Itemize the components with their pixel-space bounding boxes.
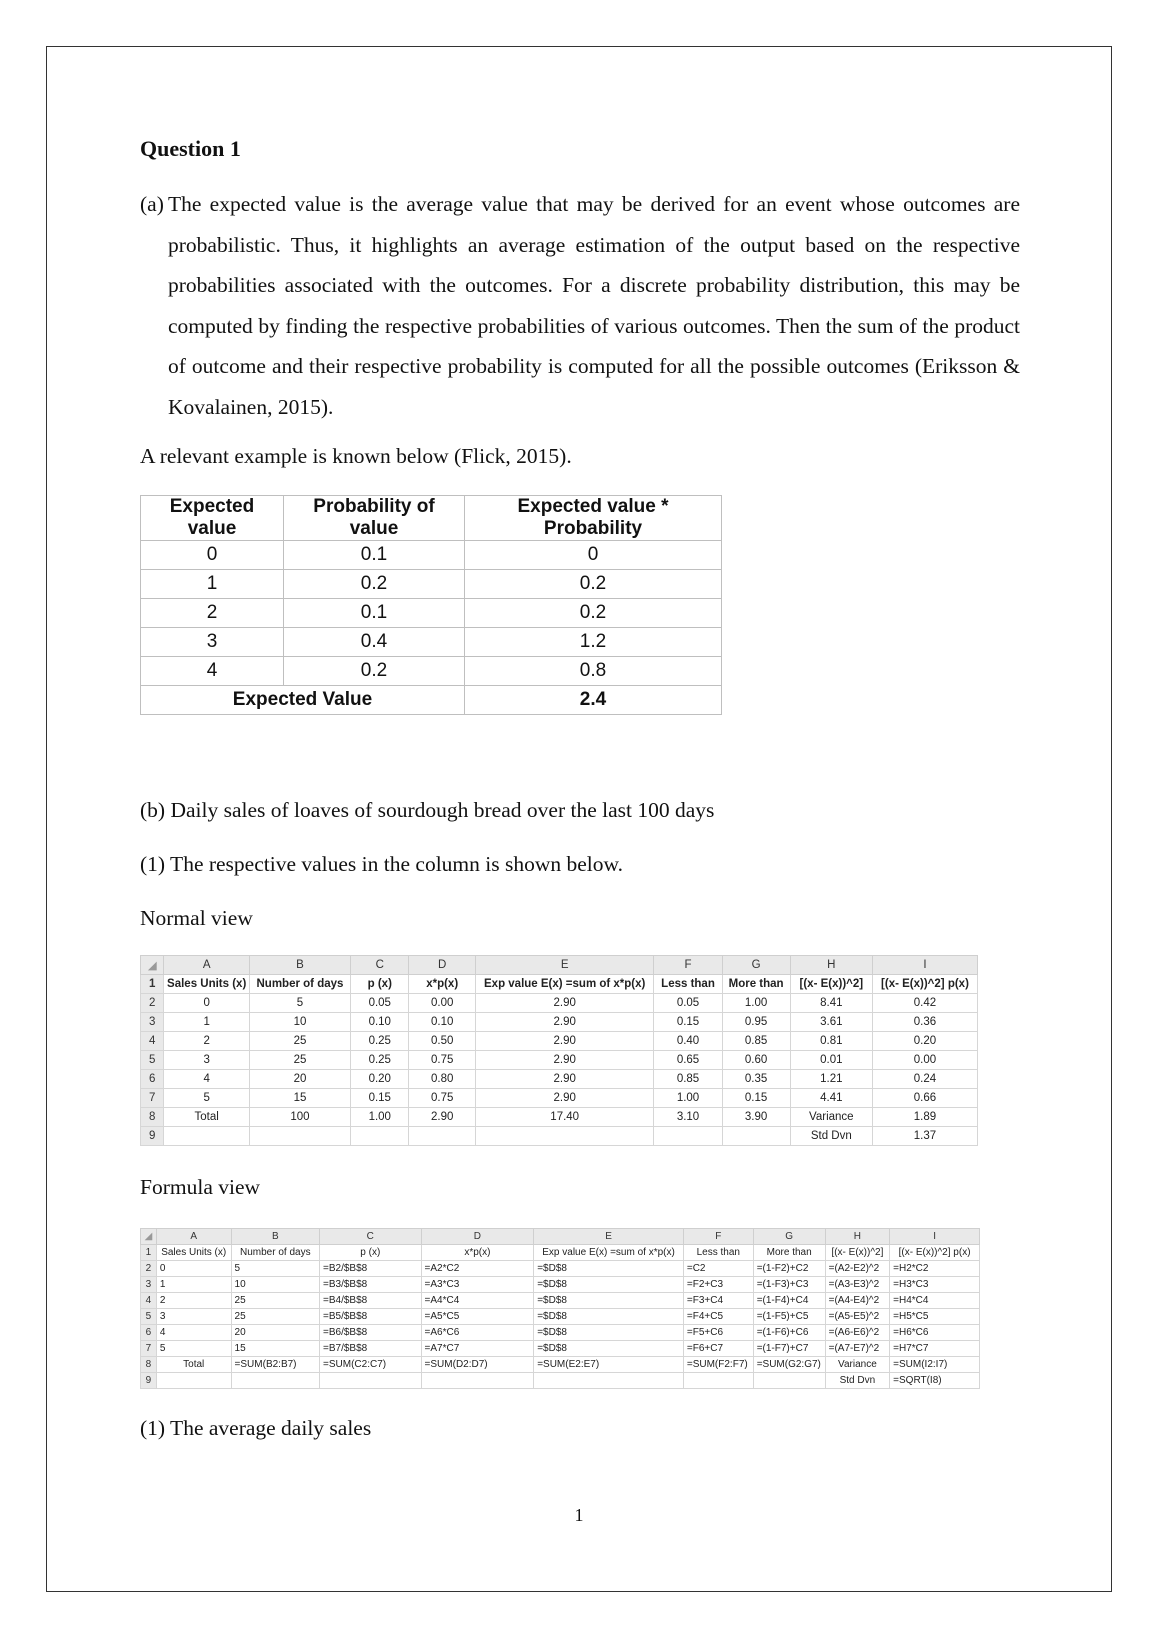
- table-cell: 1: [141, 570, 284, 599]
- sheet-cell[interactable]: 15: [231, 1341, 319, 1357]
- sheet-cell[interactable]: =H2*C2: [890, 1261, 980, 1277]
- sheet-cell[interactable]: 0.75: [409, 1089, 475, 1108]
- sheet-cell[interactable]: 2.90: [409, 1108, 475, 1127]
- sheet-cell[interactable]: =H3*C3: [890, 1277, 980, 1293]
- sheet-cell[interactable]: [320, 1373, 422, 1389]
- sheet-cell[interactable]: =C2: [683, 1261, 753, 1277]
- sheet-cell[interactable]: 3.61: [790, 1013, 872, 1032]
- table-row: [141, 570, 722, 599]
- row-header[interactable]: 5: [141, 1309, 157, 1325]
- part-b-1: (1) The respective values in the column is shown below.: [140, 852, 624, 876]
- sheet-cell[interactable]: Variance: [825, 1357, 890, 1373]
- sheet-row: [141, 1277, 980, 1293]
- sheet-cell[interactable]: =SUM(F2:F7): [683, 1357, 753, 1373]
- sheet-cell[interactable]: =SUM(G2:G7): [753, 1357, 825, 1373]
- sheet-cell[interactable]: 0.85: [722, 1032, 790, 1051]
- table-cell: 0.4: [284, 628, 465, 657]
- sheet-cell[interactable]: =SUM(C2:C7): [320, 1357, 422, 1373]
- sheet-cell[interactable]: 5: [249, 994, 350, 1013]
- sheet-cell[interactable]: 15: [249, 1089, 350, 1108]
- sheet-cell[interactable]: 17.40: [475, 1108, 654, 1127]
- sheet-row: [141, 1245, 980, 1261]
- column-header[interactable]: I: [872, 956, 977, 975]
- sheet-cell[interactable]: =$D$8: [534, 1261, 684, 1277]
- sheet-cell[interactable]: x*p(x): [409, 975, 475, 994]
- column-header[interactable]: D: [409, 956, 475, 975]
- example-intro: A relevant example is known below (Flick, 2015).: [140, 444, 572, 468]
- sheet-cell[interactable]: [(x- E(x))^2]: [790, 975, 872, 994]
- sheet-cell[interactable]: 0.50: [409, 1032, 475, 1051]
- sheet-cell[interactable]: p (x): [351, 975, 409, 994]
- sheet-row: [141, 975, 978, 994]
- column-header[interactable]: G: [753, 1229, 825, 1245]
- sheet-cell[interactable]: =(1-F7)+C7: [753, 1341, 825, 1357]
- table-cell: 0.2: [465, 570, 722, 599]
- sheet-cell[interactable]: [421, 1373, 534, 1389]
- sheet-cell[interactable]: 0.20: [351, 1070, 409, 1089]
- table-row: [141, 541, 722, 570]
- sheet-cell[interactable]: =(A2-E2)^2: [825, 1261, 890, 1277]
- sheet-cell[interactable]: 0.35: [722, 1070, 790, 1089]
- part-a-paragraph: [140, 184, 1020, 427]
- sheet-row: [141, 1309, 980, 1325]
- sheet-cell[interactable]: Number of days: [249, 975, 350, 994]
- table-cell: 0.8: [465, 657, 722, 686]
- part-b-title: (b) Daily sales of loaves of sourdough bread over the last 100 days: [140, 798, 715, 822]
- table-cell: 0.2: [284, 570, 465, 599]
- sheet-row: [141, 1032, 978, 1051]
- sheet-cell[interactable]: 3: [156, 1309, 231, 1325]
- sheet-cell[interactable]: 0.85: [654, 1070, 722, 1089]
- sheet-cell[interactable]: 0.00: [872, 1051, 977, 1070]
- table-total-row: [141, 686, 722, 715]
- table-cell: 0: [465, 541, 722, 570]
- sheet-cell[interactable]: =$D$8: [534, 1325, 684, 1341]
- sheet-cell[interactable]: =A4*C4: [421, 1293, 534, 1309]
- sheet-cell[interactable]: =F2+C3: [683, 1277, 753, 1293]
- sheet-cell[interactable]: 4: [164, 1070, 249, 1089]
- row-header[interactable]: 8: [141, 1108, 164, 1127]
- sheet-cell[interactable]: 25: [231, 1293, 319, 1309]
- row-header[interactable]: 6: [141, 1325, 157, 1341]
- column-header[interactable]: B: [231, 1229, 319, 1245]
- sheet-row: [141, 1341, 980, 1357]
- table-header-cell: Probability of value: [284, 496, 465, 541]
- sheet-cell[interactable]: =B4/$B$8: [320, 1293, 422, 1309]
- sheet-cell[interactable]: 20: [231, 1325, 319, 1341]
- sheet-cell[interactable]: =$D$8: [534, 1309, 684, 1325]
- sheet-cell[interactable]: 0.81: [790, 1032, 872, 1051]
- table-row: [141, 628, 722, 657]
- row-header[interactable]: 3: [141, 1277, 157, 1293]
- sheet-cell[interactable]: Sales Units (x): [164, 975, 249, 994]
- sheet-cell[interactable]: 1: [156, 1277, 231, 1293]
- sheet-cell[interactable]: 0.15: [722, 1089, 790, 1108]
- sheet-cell[interactable]: [249, 1127, 350, 1146]
- sheet-cell[interactable]: 2.90: [475, 1013, 654, 1032]
- sheet-row: [141, 1357, 980, 1373]
- sheet-cell[interactable]: 4: [156, 1325, 231, 1341]
- row-header[interactable]: 7: [141, 1089, 164, 1108]
- row-header[interactable]: 3: [141, 1013, 164, 1032]
- sheet-cell[interactable]: 0.80: [409, 1070, 475, 1089]
- sheet-row: [141, 1325, 980, 1341]
- column-header[interactable]: F: [683, 1229, 753, 1245]
- sheet-cell[interactable]: 0.95: [722, 1013, 790, 1032]
- sheet-cell[interactable]: =H6*C6: [890, 1325, 980, 1341]
- sheet-cell[interactable]: 10: [231, 1277, 319, 1293]
- sheet-row: [141, 994, 978, 1013]
- sheet-cell[interactable]: 0.05: [351, 994, 409, 1013]
- sheet-cell[interactable]: =(1-F4)+C4: [753, 1293, 825, 1309]
- sheet-cell[interactable]: 5: [231, 1261, 319, 1277]
- sheet-cell[interactable]: =SUM(I2:I7): [890, 1357, 980, 1373]
- page-number: 1: [574, 1505, 584, 1525]
- sheet-row: [141, 1108, 978, 1127]
- sheet-cell[interactable]: [683, 1373, 753, 1389]
- sheet-row: [141, 1373, 980, 1389]
- sheet-cell[interactable]: 0.36: [872, 1013, 977, 1032]
- sheet-cell[interactable]: =SUM(D2:D7): [421, 1357, 534, 1373]
- row-header[interactable]: 6: [141, 1070, 164, 1089]
- sheet-cell[interactable]: 2.90: [475, 1051, 654, 1070]
- sheet-cell[interactable]: Std Dvn: [790, 1127, 872, 1146]
- table-cell: 3: [141, 628, 284, 657]
- sheet-cell[interactable]: =H4*C4: [890, 1293, 980, 1309]
- sheet-cell[interactable]: =(A3-E3)^2: [825, 1277, 890, 1293]
- row-header[interactable]: 1: [141, 1245, 157, 1261]
- sheet-cell[interactable]: 25: [231, 1309, 319, 1325]
- sheet-cell[interactable]: =(1-F6)+C6: [753, 1325, 825, 1341]
- sheet-cell[interactable]: 0.42: [872, 994, 977, 1013]
- select-all-corner[interactable]: ◢: [141, 956, 164, 975]
- question-title: Question 1: [140, 136, 241, 161]
- sheet-cell[interactable]: 1.00: [654, 1089, 722, 1108]
- sheet-cell[interactable]: =(A4-E4)^2: [825, 1293, 890, 1309]
- sheet-cell[interactable]: =H7*C7: [890, 1341, 980, 1357]
- sheet-cell[interactable]: Sales Units (x): [156, 1245, 231, 1261]
- formula-view-label: Formula view: [140, 1175, 261, 1199]
- sheet-cell[interactable]: 0.24: [872, 1070, 977, 1089]
- sheet-cell[interactable]: 25: [249, 1032, 350, 1051]
- sheet-row: [141, 1127, 978, 1146]
- sheet-cell[interactable]: [156, 1373, 231, 1389]
- sheet-cell[interactable]: 2.90: [475, 1070, 654, 1089]
- table-cell: 0.2: [284, 657, 465, 686]
- table-cell: 0: [141, 541, 284, 570]
- sheet-row: [141, 1070, 978, 1089]
- sheet-cell[interactable]: =A5*C5: [421, 1309, 534, 1325]
- sheet-cell[interactable]: [351, 1127, 409, 1146]
- sheet-cell[interactable]: [(x- E(x))^2] p(x): [890, 1245, 980, 1261]
- part-a-label: (a): [140, 192, 164, 216]
- sheet-cell[interactable]: p (x): [320, 1245, 422, 1261]
- sheet-cell[interactable]: =(A6-E6)^2: [825, 1325, 890, 1341]
- column-header[interactable]: B: [249, 956, 350, 975]
- sheet-cell[interactable]: [164, 1127, 249, 1146]
- sheet-cell[interactable]: 1: [164, 1013, 249, 1032]
- select-all-corner[interactable]: ◢: [141, 1229, 157, 1245]
- sheet-cell[interactable]: 0.00: [409, 994, 475, 1013]
- sheet-cell[interactable]: 100: [249, 1108, 350, 1127]
- table-header-cell: Expected value * Probability: [465, 496, 722, 541]
- sheet-cell[interactable]: =B6/$B$8: [320, 1325, 422, 1341]
- part-1-average-daily-sales: (1) The average daily sales: [140, 1416, 372, 1440]
- sheet-cell[interactable]: =$D$8: [534, 1293, 684, 1309]
- sheet-cell[interactable]: =A2*C2: [421, 1261, 534, 1277]
- sheet-row: [141, 1013, 978, 1032]
- sheet-cell[interactable]: 3.10: [654, 1108, 722, 1127]
- total-value: 2.4: [465, 686, 722, 715]
- sheet-cell[interactable]: =SQRT(I8): [890, 1373, 980, 1389]
- row-header[interactable]: 9: [141, 1127, 164, 1146]
- table-cell: 0.1: [284, 541, 465, 570]
- sheet-cell[interactable]: =F3+C4: [683, 1293, 753, 1309]
- formula-view-spreadsheet: [140, 1228, 980, 1389]
- sheet-cell[interactable]: Exp value E(x) =sum of x*p(x): [534, 1245, 684, 1261]
- sheet-cell[interactable]: 4.41: [790, 1089, 872, 1108]
- table-cell: 0.2: [465, 599, 722, 628]
- sheet-cell[interactable]: [722, 1127, 790, 1146]
- table-row: [141, 599, 722, 628]
- row-header[interactable]: 9: [141, 1373, 157, 1389]
- sheet-cell[interactable]: =B5/$B$8: [320, 1309, 422, 1325]
- column-header[interactable]: E: [475, 956, 654, 975]
- sheet-cell[interactable]: 8.41: [790, 994, 872, 1013]
- sheet-cell[interactable]: 2.90: [475, 994, 654, 1013]
- sheet-cell[interactable]: 0.01: [790, 1051, 872, 1070]
- normal-view-label: Normal view: [140, 906, 253, 930]
- column-header[interactable]: I: [890, 1229, 980, 1245]
- sheet-cell[interactable]: =F5+C6: [683, 1325, 753, 1341]
- document-body: [140, 136, 1020, 1443]
- sheet-cell[interactable]: =(1-F2)+C2: [753, 1261, 825, 1277]
- column-header[interactable]: E: [534, 1229, 684, 1245]
- sheet-cell[interactable]: Number of days: [231, 1245, 319, 1261]
- sheet-cell[interactable]: 0.40: [654, 1032, 722, 1051]
- column-header[interactable]: H: [790, 956, 872, 975]
- sheet-row: [141, 1051, 978, 1070]
- sheet-cell[interactable]: 1.00: [351, 1108, 409, 1127]
- sheet-cell[interactable]: =$D$8: [534, 1277, 684, 1293]
- sheet-cell[interactable]: 5: [156, 1341, 231, 1357]
- column-header[interactable]: C: [320, 1229, 422, 1245]
- sheet-cell[interactable]: 2: [164, 1032, 249, 1051]
- sheet-cell[interactable]: 0.75: [409, 1051, 475, 1070]
- sheet-cell[interactable]: 25: [249, 1051, 350, 1070]
- row-header[interactable]: 4: [141, 1032, 164, 1051]
- sheet-cell[interactable]: [(x- E(x))^2] p(x): [872, 975, 977, 994]
- column-header[interactable]: F: [654, 956, 722, 975]
- sheet-cell[interactable]: 0.65: [654, 1051, 722, 1070]
- sheet-cell[interactable]: Total: [156, 1357, 231, 1373]
- sheet-cell[interactable]: [409, 1127, 475, 1146]
- table-cell: 2: [141, 599, 284, 628]
- sheet-row: [141, 1261, 980, 1277]
- sheet-cell[interactable]: Less than: [654, 975, 722, 994]
- sheet-cell[interactable]: =$D$8: [534, 1341, 684, 1357]
- sheet-cell[interactable]: [(x- E(x))^2]: [825, 1245, 890, 1261]
- sheet-cell[interactable]: x*p(x): [421, 1245, 534, 1261]
- sheet-cell[interactable]: =A3*C3: [421, 1277, 534, 1293]
- column-header[interactable]: A: [156, 1229, 231, 1245]
- sheet-cell[interactable]: Exp value E(x) =sum of x*p(x): [475, 975, 654, 994]
- sheet-cell[interactable]: 2.90: [475, 1032, 654, 1051]
- row-header[interactable]: 2: [141, 994, 164, 1013]
- table-row: [141, 657, 722, 686]
- sheet-cell[interactable]: 1.00: [722, 994, 790, 1013]
- total-label: Expected Value: [141, 686, 465, 715]
- sheet-cell[interactable]: 0.25: [351, 1051, 409, 1070]
- row-header[interactable]: 8: [141, 1357, 157, 1373]
- sheet-cell[interactable]: =SUM(B2:B7): [231, 1357, 319, 1373]
- sheet-cell[interactable]: Std Dvn: [825, 1373, 890, 1389]
- table-cell: 0.1: [284, 599, 465, 628]
- sheet-cell[interactable]: =(1-F5)+C5: [753, 1309, 825, 1325]
- part-a-text: The expected value is the average value that may be derived for an event whose outcomes are probabilistic. Thus, it highlights an average estimation of the output based on the respective probabilities associated with the outcomes. For a discrete probability distribution, this may be computed by finding the respective probabilities of various outcomes. Then the sum of the product of outcome and their respective probability is computed for all the possible outcomes (Eriksson & Kovalainen, 2015).: [168, 192, 1020, 419]
- sheet-cell[interactable]: 0.66: [872, 1089, 977, 1108]
- sheet-cell[interactable]: 3: [164, 1051, 249, 1070]
- sheet-cell[interactable]: 5: [164, 1089, 249, 1108]
- row-header[interactable]: 5: [141, 1051, 164, 1070]
- column-header[interactable]: D: [421, 1229, 534, 1245]
- row-header[interactable]: 2: [141, 1261, 157, 1277]
- sheet-cell[interactable]: 1.37: [872, 1127, 977, 1146]
- row-header[interactable]: 7: [141, 1341, 157, 1357]
- table-cell: 4: [141, 657, 284, 686]
- sheet-cell[interactable]: Total: [164, 1108, 249, 1127]
- table-header-row: [141, 496, 722, 541]
- sheet-cell[interactable]: More than: [753, 1245, 825, 1261]
- normal-view-spreadsheet: [140, 955, 978, 1146]
- row-header[interactable]: 1: [141, 975, 164, 994]
- sheet-cell[interactable]: [475, 1127, 654, 1146]
- column-header[interactable]: G: [722, 956, 790, 975]
- expected-value-table: [140, 495, 722, 715]
- sheet-cell[interactable]: 0.10: [409, 1013, 475, 1032]
- sheet-cell[interactable]: 20: [249, 1070, 350, 1089]
- sheet-cell[interactable]: 0.60: [722, 1051, 790, 1070]
- column-header[interactable]: A: [164, 956, 249, 975]
- sheet-row: [141, 1293, 980, 1309]
- sheet-cell[interactable]: =(1-F3)+C3: [753, 1277, 825, 1293]
- sheet-cell[interactable]: =B3/$B$8: [320, 1277, 422, 1293]
- sheet-cell[interactable]: 0.10: [351, 1013, 409, 1032]
- sheet-cell[interactable]: 1.21: [790, 1070, 872, 1089]
- sheet-cell[interactable]: 0.25: [351, 1032, 409, 1051]
- table-cell: 1.2: [465, 628, 722, 657]
- sheet-cell[interactable]: =A6*C6: [421, 1325, 534, 1341]
- sheet-cell[interactable]: =A7*C7: [421, 1341, 534, 1357]
- sheet-cell[interactable]: =F4+C5: [683, 1309, 753, 1325]
- sheet-cell[interactable]: Variance: [790, 1108, 872, 1127]
- sheet-cell[interactable]: 0.15: [351, 1089, 409, 1108]
- sheet-cell[interactable]: 0.20: [872, 1032, 977, 1051]
- sheet-cell[interactable]: =H5*C5: [890, 1309, 980, 1325]
- sheet-cell[interactable]: 3.90: [722, 1108, 790, 1127]
- sheet-cell[interactable]: 0: [164, 994, 249, 1013]
- sheet-cell[interactable]: =B2/$B$8: [320, 1261, 422, 1277]
- sheet-cell[interactable]: 2: [156, 1293, 231, 1309]
- sheet-cell[interactable]: =(A5-E5)^2: [825, 1309, 890, 1325]
- sheet-cell[interactable]: 1.89: [872, 1108, 977, 1127]
- sheet-cell[interactable]: More than: [722, 975, 790, 994]
- sheet-cell[interactable]: 0: [156, 1261, 231, 1277]
- sheet-cell[interactable]: 10: [249, 1013, 350, 1032]
- sheet-cell[interactable]: =(A7-E7)^2: [825, 1341, 890, 1357]
- sheet-cell[interactable]: [534, 1373, 684, 1389]
- sheet-cell[interactable]: [654, 1127, 722, 1146]
- sheet-cell[interactable]: [231, 1373, 319, 1389]
- sheet-cell[interactable]: 0.05: [654, 994, 722, 1013]
- column-header[interactable]: H: [825, 1229, 890, 1245]
- sheet-cell[interactable]: [753, 1373, 825, 1389]
- sheet-cell[interactable]: =B7/$B$8: [320, 1341, 422, 1357]
- sheet-row: [141, 1089, 978, 1108]
- sheet-cell[interactable]: =F6+C7: [683, 1341, 753, 1357]
- table-header-cell: Expected value: [141, 496, 284, 541]
- column-header[interactable]: C: [351, 956, 409, 975]
- sheet-cell[interactable]: Less than: [683, 1245, 753, 1261]
- sheet-cell[interactable]: 0.15: [654, 1013, 722, 1032]
- row-header[interactable]: 4: [141, 1293, 157, 1309]
- sheet-cell[interactable]: =SUM(E2:E7): [534, 1357, 684, 1373]
- sheet-cell[interactable]: 2.90: [475, 1089, 654, 1108]
